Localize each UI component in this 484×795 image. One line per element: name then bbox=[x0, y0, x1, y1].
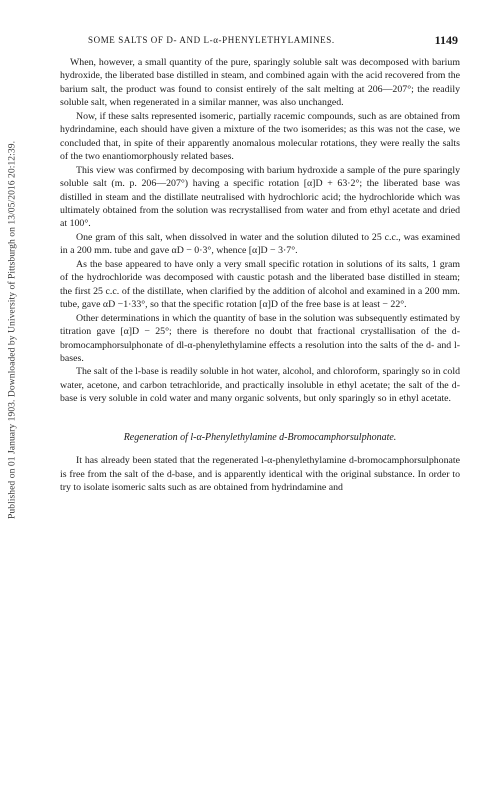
paragraph: Other determinations in which the quantity of base in the solution was subsequently estimated by titration gave [α]D − 25°; there is therefore no doubt that fractional crystallisation of the d-bromocamphorsulphonate of dl-α-phenylethylamine effects a resolution into the salts of the d- and l-bases. bbox=[60, 312, 460, 364]
running-header bbox=[60, 33, 460, 49]
paragraph: Now, if these salts represented isomeric, partially racemic compounds, such as are obtained from hydrindamine, each should have given a mixture of the two isomerides; as this was not the case, we concluded that, in spite of their apparently anomalous molecular rotations, they were really the salts of the two enantiomorphously related bases. bbox=[60, 110, 460, 163]
paragraph: When, however, a small quantity of the pure, sparingly soluble salt was decomposed with barium hydroxide, the liberated base distilled in steam, and combined again with the acid recovered from the barium salt, the product was found to consist entirely of the salt melting at 206—207°; the readily soluble salt, when regenerated in a similar manner, was also unchanged. bbox=[60, 57, 460, 109]
page-number: 1149 bbox=[434, 33, 458, 47]
paragraph: One gram of this salt, when dissolved in water and the solution diluted to 25 c.c., was examined in a 200 mm. tube and gave αD − 0·3°, whence [α]D − 3·7°. bbox=[60, 231, 460, 257]
section-heading: Regeneration of l-α-Phenylethylamine d-Bromocamphorsulphonate. bbox=[123, 431, 397, 443]
download-notice bbox=[2, 60, 22, 600]
paragraph: As the base appeared to have only a very small specific rotation in solutions of its salts, 1 gram of the hydrochloride was decomposed with caustic potash and the liberated base distilled in steam; the first 25 c.c. of the distillate, when clarified by the addition of alcohol and examined in a 200 mm. tube, gave αD −1·33°, so that the specific rotation [α]D of the free base is at least − 22°. bbox=[60, 258, 460, 311]
page-content bbox=[60, 33, 460, 495]
article-body bbox=[60, 56, 460, 495]
paragraph: The salt of the l-base is readily soluble in hot water, alcohol, and chloroform, sparingly so in cold water, acetone, and carbon tetrachloride, and practically insoluble in ethyl acetate; the salt of the d-base is very soluble in cold water and many organic solvents, but only sparingly so in ethyl acetate. bbox=[60, 366, 460, 405]
running-title: SOME SALTS OF D- AND L-α-PHENYLETHYLAMINES. bbox=[88, 35, 335, 45]
paragraph: This view was confirmed by decomposing with barium hydroxide a sample of the pure sparingly soluble salt (m. p. 206—207°) having a specific rotation [α]D + 63·2°; the liberated base was distilled in steam and the distillate neutralised with hydrochloric acid; the hydrochloride which was ultimately obtained from the solution was recrystallised from water and from ethyl acetate and dried at 100°. bbox=[60, 164, 460, 230]
paragraph: It has already been stated that the regenerated l-α-phenylethylamine d-bromocamphorsulphonate is free from the salt of the d-base, and is apparently identical with the original substance. In order to try to isolate isomeric salts such as are obtained from hydrindamine and bbox=[60, 455, 460, 494]
download-notice-text: Published on 01 January 1903. Downloaded by University of Pittsburgh on 13/05/2016 20:12:39. bbox=[6, 140, 18, 520]
